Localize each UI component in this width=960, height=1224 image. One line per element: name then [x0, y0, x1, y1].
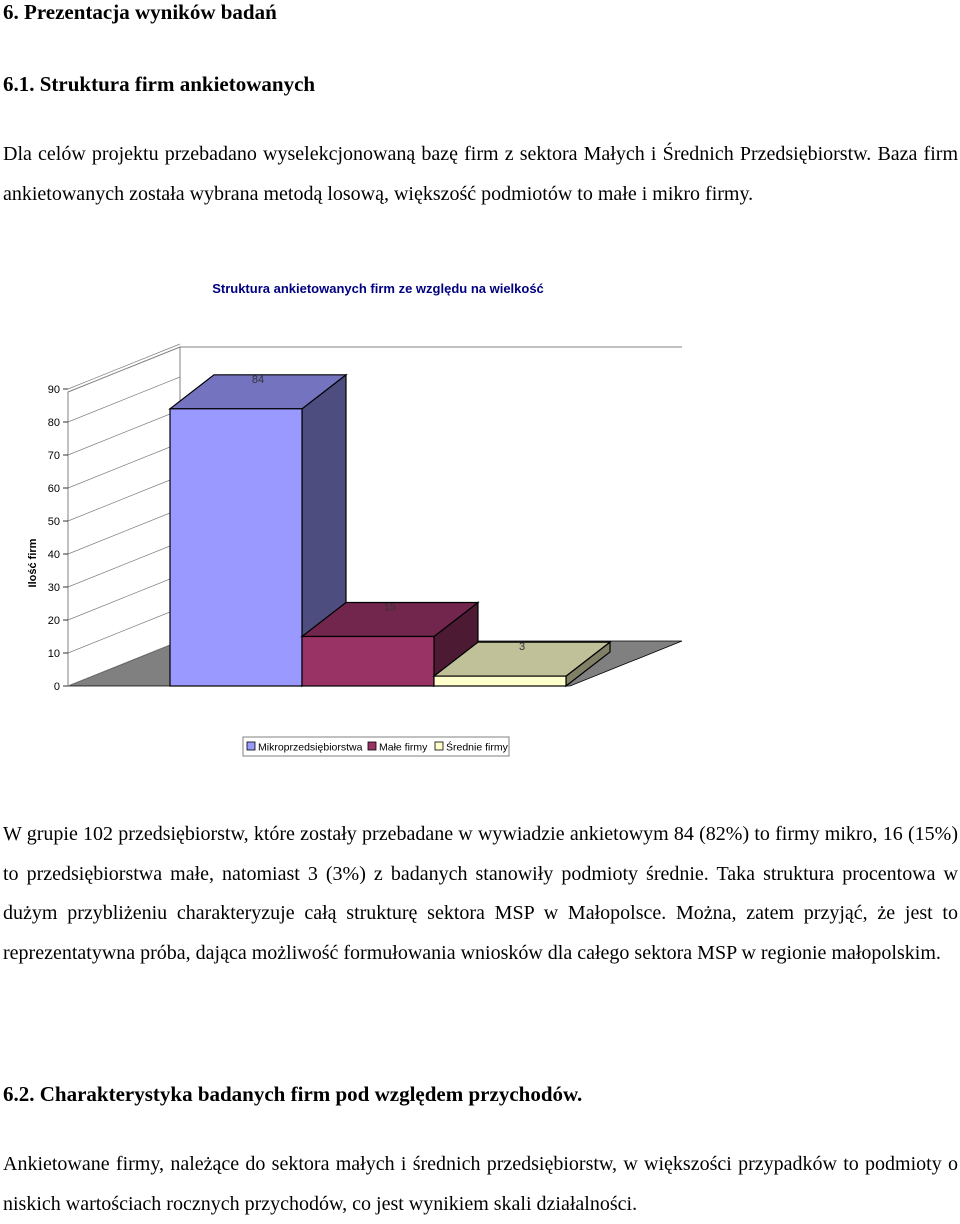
- y-gridline: [68, 476, 180, 521]
- y-axis-label: Ilość firm: [27, 538, 39, 588]
- legend-swatch: [368, 742, 376, 750]
- intro-paragraph: Dla celów projektu przebadano wyselekcjonowaną bazę firm z sektora Małych i Średnich Przedsiębiorstw. Baza firm ankietowanych została wybrana metodą losową, większość podmiotów to małe i mikro firmy.: [3, 143, 958, 205]
- y-gridline: [68, 443, 180, 488]
- bar: [170, 409, 302, 686]
- y-tick-label: 80: [47, 417, 60, 429]
- revenue-paragraph: Ankietowane firmy, należące do sektora małych i średnich przedsiębiorstw, w większości przypadków to podmioty o niskich wartościach rocznych przychodów, co jest wynikiem skali działalności.: [3, 1153, 958, 1215]
- y-tick-label: 10: [47, 648, 60, 660]
- data-label: 15: [383, 601, 397, 614]
- y-tick-label: 50: [47, 516, 60, 528]
- results-paragraph: W grupie 102 przedsiębiorstw, które zostały przebadane w wywiadzie ankietowym 84 (82%) to firmy mikro, 16 (15%) to przedsiębiorstwa małe, natomiast 3 (3%) z badanych stanowiły podmioty średnie. Taka struktura procentowa w dużym przybliżeniu charakteryzuje całą strukturę sektora MSP w Małopolsce. Można, zatem przyjąć, że jest to reprezentatywna próba, dająca możliwość formułowania wniosków dla całego sektora MSP w regionie małopolskim.: [3, 823, 958, 964]
- data-label: 3: [518, 641, 526, 654]
- y-tick-label: 0: [53, 681, 60, 693]
- y-tick-label: 90: [47, 384, 60, 396]
- y-tick-label: 30: [47, 582, 60, 594]
- legend-label: Małe firmy: [379, 741, 428, 754]
- subsection-heading-6-2: 6.2. Charakterystyka badanych firm pod względem przychodów.: [3, 1082, 583, 1106]
- section-heading: 6. Prezentacja wyników badań: [3, 0, 277, 24]
- y-tick-label: 60: [47, 483, 60, 495]
- company-size-chart: [0, 265, 960, 765]
- legend-swatch: [247, 742, 255, 750]
- y-gridline: [68, 575, 180, 620]
- y-tick-label: 70: [47, 450, 60, 462]
- chart-legend: [243, 737, 509, 756]
- y-gridline: [68, 608, 180, 653]
- data-label: 84: [251, 373, 265, 386]
- bar: [434, 676, 566, 686]
- bar: [302, 637, 434, 687]
- y-tick-label: 20: [47, 615, 60, 627]
- y-gridline: [68, 377, 180, 422]
- y-gridline: [68, 542, 180, 587]
- legend-label: Mikroprzedsiębiorstwa: [258, 741, 363, 754]
- y-gridline: [68, 509, 180, 554]
- bar-group: [170, 374, 610, 686]
- subsection-heading-6-1: 6.1. Struktura firm ankietowanych: [3, 72, 316, 96]
- legend-label: Średnie firmy: [446, 741, 508, 754]
- legend-swatch: [435, 742, 443, 750]
- chart-title: Struktura ankietowanych firm ze względu na wielkość: [212, 281, 544, 296]
- y-gridline: [68, 410, 180, 455]
- y-gridline: [68, 344, 180, 389]
- y-tick-label: 40: [47, 549, 60, 561]
